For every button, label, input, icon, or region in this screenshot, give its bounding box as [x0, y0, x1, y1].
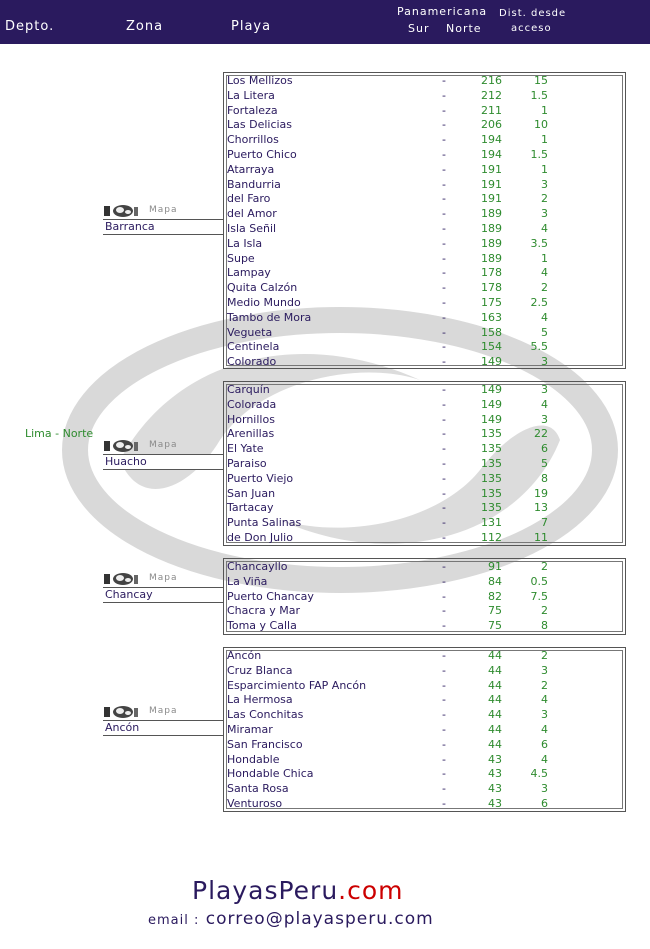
separator-dash: - — [442, 486, 446, 500]
separator-dash: - — [442, 355, 446, 369]
km-panamericana: 44 — [488, 663, 502, 677]
beach-row — [227, 487, 622, 502]
beach-name[interactable]: Venturoso — [227, 797, 283, 810]
access-distance: 4 — [541, 693, 548, 707]
km-panamericana: 44 — [488, 649, 502, 662]
separator-dash: - — [442, 251, 446, 265]
separator-dash: - — [442, 619, 446, 633]
separator-dash: - — [442, 797, 446, 810]
site-logo[interactable] — [192, 876, 404, 905]
separator-dash: - — [442, 649, 446, 662]
email-link[interactable]: correo@playasperu.com — [205, 909, 434, 929]
beach-name[interactable]: San Juan — [227, 486, 276, 500]
beach-row — [227, 442, 622, 457]
access-distance: 1 — [541, 133, 548, 147]
col-depto: Depto. — [5, 19, 55, 34]
beach-name[interactable]: La Viña — [227, 574, 268, 588]
access-distance: 15 — [534, 74, 548, 87]
km-panamericana: 135 — [481, 427, 502, 441]
logo-main: PlayasPeru — [192, 876, 339, 905]
beach-row — [227, 148, 622, 163]
km-panamericana: 211 — [481, 103, 502, 117]
separator-dash: - — [442, 723, 446, 736]
separator-dash: - — [442, 412, 446, 426]
km-panamericana: 216 — [481, 74, 502, 87]
col-dist: Dist. desde — [499, 8, 567, 19]
beach-list-ancon — [223, 647, 626, 812]
separator-dash: - — [442, 663, 446, 677]
access-distance: 2 — [541, 560, 548, 573]
separator-dash: - — [442, 708, 446, 722]
beach-row — [227, 619, 622, 634]
separator-dash: - — [442, 74, 446, 87]
beach-name[interactable]: Bandurria — [227, 177, 281, 191]
access-distance: 10 — [534, 118, 548, 132]
separator-dash: - — [442, 531, 446, 544]
access-distance: 2 — [541, 678, 548, 692]
separator-dash: - — [442, 162, 446, 176]
beach-row — [227, 281, 622, 296]
beach-row — [227, 649, 622, 664]
separator-dash: - — [442, 103, 446, 117]
beach-row — [227, 560, 622, 575]
beach-row — [227, 472, 622, 487]
km-panamericana: 191 — [481, 162, 502, 176]
km-panamericana: 44 — [488, 693, 502, 707]
km-panamericana: 189 — [481, 207, 502, 221]
km-panamericana: 82 — [488, 589, 502, 603]
separator-dash: - — [442, 693, 446, 707]
access-distance: 2 — [541, 649, 548, 662]
separator-dash: - — [442, 574, 446, 588]
separator-dash: - — [442, 589, 446, 603]
beach-name[interactable]: Cruz Blanca — [227, 663, 293, 677]
mapa-link[interactable]: Mapa — [149, 573, 178, 583]
beach-row — [227, 782, 622, 797]
beach-name[interactable]: Hornillos — [227, 412, 275, 426]
beach-row — [227, 427, 622, 442]
access-distance: 8 — [541, 619, 548, 633]
access-distance: 1 — [541, 162, 548, 176]
beach-name[interactable]: Toma y Calla — [227, 619, 297, 633]
km-panamericana: 158 — [481, 325, 502, 339]
km-panamericana: 44 — [488, 678, 502, 692]
beach-row — [227, 340, 622, 355]
col-sur: Sur — [408, 22, 430, 35]
beach-name[interactable]: La Litera — [227, 88, 275, 102]
access-distance: 19 — [534, 486, 548, 500]
km-panamericana: 189 — [481, 251, 502, 265]
beach-row — [227, 516, 622, 531]
separator-dash: - — [442, 88, 446, 102]
km-panamericana: 44 — [488, 723, 502, 736]
beach-name[interactable]: Chacra y Mar — [227, 604, 300, 618]
access-distance: 3 — [541, 355, 548, 369]
km-panamericana: 212 — [481, 88, 502, 102]
beach-name[interactable]: Atarraya — [227, 162, 275, 176]
access-distance: 0.5 — [530, 574, 548, 588]
separator-dash: - — [442, 501, 446, 515]
separator-dash: - — [442, 236, 446, 250]
access-distance: 1 — [541, 103, 548, 117]
separator-dash: - — [442, 516, 446, 530]
km-panamericana: 84 — [488, 574, 502, 588]
beach-name[interactable]: San Francisco — [227, 737, 303, 751]
beach-row — [227, 383, 622, 398]
access-distance: 5.5 — [530, 340, 548, 354]
col-playa: Playa — [231, 19, 272, 34]
beach-row — [227, 767, 622, 782]
access-distance: 11 — [534, 531, 548, 544]
beach-name[interactable]: Medio Mundo — [227, 296, 301, 309]
access-distance: 2 — [541, 604, 548, 618]
beach-name[interactable]: Santa Rosa — [227, 782, 289, 796]
separator-dash: - — [442, 266, 446, 280]
beach-row — [227, 797, 622, 812]
beach-row — [227, 355, 622, 370]
separator-dash: - — [442, 457, 446, 470]
email-label: email : — [148, 913, 200, 928]
access-distance: 1.5 — [530, 88, 548, 102]
separator-dash: - — [442, 560, 446, 573]
access-distance: 6 — [541, 442, 548, 456]
col-zona: Zona — [126, 19, 164, 34]
separator-dash: - — [442, 192, 446, 206]
separator-dash: - — [442, 296, 446, 309]
beach-row — [227, 163, 622, 178]
mapa-link[interactable]: Mapa — [149, 205, 178, 215]
beach-row — [227, 89, 622, 104]
beach-row — [227, 590, 622, 605]
separator-dash: - — [442, 442, 446, 456]
km-panamericana: 175 — [481, 296, 502, 309]
km-panamericana: 135 — [481, 442, 502, 456]
map-icon[interactable] — [103, 704, 139, 720]
km-panamericana: 191 — [481, 177, 502, 191]
separator-dash: - — [442, 222, 446, 235]
beach-row — [227, 604, 622, 619]
km-panamericana: 154 — [481, 340, 502, 354]
beach-row — [227, 237, 622, 252]
beach-row — [227, 207, 622, 222]
map-icon[interactable] — [103, 203, 139, 219]
beach-row — [227, 753, 622, 768]
beach-row — [227, 664, 622, 679]
beach-name[interactable]: Isla Señil — [227, 222, 277, 235]
beach-row — [227, 738, 622, 753]
km-panamericana: 91 — [488, 560, 502, 573]
logo-suffix: .com — [338, 876, 404, 905]
beach-name[interactable]: Tartacay — [227, 501, 274, 515]
beach-row — [227, 326, 622, 341]
zone-name[interactable]: Huacho — [103, 454, 224, 470]
km-panamericana: 189 — [481, 222, 502, 235]
separator-dash: - — [442, 177, 446, 191]
beach-name[interactable]: Los Mellizos — [227, 74, 293, 87]
km-panamericana: 149 — [481, 412, 502, 426]
beach-name[interactable]: Colorada — [227, 397, 277, 411]
access-distance: 1.5 — [530, 148, 548, 161]
zone-name[interactable]: Barranca — [103, 219, 224, 235]
access-distance: 3 — [541, 207, 548, 221]
access-distance: 5 — [541, 325, 548, 339]
beach-row — [227, 74, 622, 89]
access-distance: 6 — [541, 797, 548, 810]
access-distance: 4 — [541, 222, 548, 235]
access-distance: 3.5 — [530, 236, 548, 250]
access-distance: 3 — [541, 708, 548, 722]
separator-dash: - — [442, 310, 446, 324]
access-distance: 8 — [541, 471, 548, 485]
km-panamericana: 194 — [481, 148, 502, 161]
km-panamericana: 163 — [481, 310, 502, 324]
access-distance: 2 — [541, 192, 548, 206]
beach-row — [227, 708, 622, 723]
beach-name[interactable]: Esparcimiento FAP Ancón — [227, 678, 367, 692]
access-distance: 4 — [541, 397, 548, 411]
col-norte: Norte — [446, 22, 482, 35]
col-acceso: acceso — [511, 23, 552, 34]
beach-name[interactable]: Fortaleza — [227, 103, 278, 117]
access-distance: 3 — [541, 663, 548, 677]
beach-row — [227, 296, 622, 311]
beach-row — [227, 679, 622, 694]
beach-name[interactable]: de Don Julio — [227, 531, 293, 544]
separator-dash: - — [442, 281, 446, 295]
beach-row — [227, 118, 622, 133]
access-distance: 3 — [541, 782, 548, 796]
mapa-link[interactable]: Mapa — [149, 440, 178, 450]
separator-dash: - — [442, 207, 446, 221]
km-panamericana: 75 — [488, 619, 502, 633]
separator-dash: - — [442, 383, 446, 396]
separator-dash: - — [442, 397, 446, 411]
beach-name[interactable]: Ancón — [227, 649, 262, 662]
km-panamericana: 131 — [481, 516, 502, 530]
beach-name[interactable]: Hondable Chica — [227, 767, 314, 781]
beach-name[interactable]: Puerto Chico — [227, 148, 297, 161]
access-distance: 1 — [541, 251, 548, 265]
beach-row — [227, 413, 622, 428]
km-panamericana: 149 — [481, 383, 502, 396]
km-panamericana: 43 — [488, 767, 502, 781]
beach-row — [227, 501, 622, 516]
header-bar — [0, 0, 650, 44]
km-panamericana: 43 — [488, 797, 502, 810]
separator-dash: - — [442, 767, 446, 781]
beach-name[interactable]: Colorado — [227, 355, 277, 369]
km-panamericana: 135 — [481, 471, 502, 485]
separator-dash: - — [442, 427, 446, 441]
access-distance: 3 — [541, 383, 548, 396]
beach-list-barranca — [223, 72, 626, 369]
access-distance: 2.5 — [530, 296, 548, 309]
beach-row — [227, 457, 622, 472]
beach-name[interactable]: Puerto Viejo — [227, 471, 294, 485]
km-panamericana: 194 — [481, 133, 502, 147]
km-panamericana: 135 — [481, 501, 502, 515]
separator-dash: - — [442, 118, 446, 132]
km-panamericana: 149 — [481, 397, 502, 411]
access-distance: 3 — [541, 177, 548, 191]
col-panamericana: Panamericana — [397, 5, 488, 18]
map-icon[interactable] — [103, 438, 139, 454]
km-panamericana: 135 — [481, 486, 502, 500]
km-panamericana: 75 — [488, 604, 502, 618]
map-icon[interactable] — [103, 571, 139, 587]
beach-name[interactable]: Quita Calzón — [227, 281, 298, 295]
beach-name[interactable]: La Isla — [227, 236, 263, 250]
beach-name[interactable]: Carquín — [227, 383, 270, 396]
km-panamericana: 189 — [481, 236, 502, 250]
beach-row — [227, 178, 622, 193]
km-panamericana: 178 — [481, 266, 502, 280]
beach-name[interactable]: Centinela — [227, 340, 280, 354]
beach-name[interactable]: Hondable — [227, 752, 280, 766]
km-panamericana: 43 — [488, 782, 502, 796]
beach-row — [227, 104, 622, 119]
mapa-link[interactable]: Mapa — [149, 706, 178, 716]
beach-row — [227, 531, 622, 546]
beach-row — [227, 266, 622, 281]
separator-dash: - — [442, 782, 446, 796]
beach-name[interactable]: Chorrillos — [227, 133, 279, 147]
access-distance: 4.5 — [530, 767, 548, 781]
access-distance: 4 — [541, 752, 548, 766]
beach-name[interactable]: del Amor — [227, 207, 277, 221]
beach-row — [227, 311, 622, 326]
separator-dash: - — [442, 133, 446, 147]
separator-dash: - — [442, 604, 446, 618]
beach-name[interactable]: Punta Salinas — [227, 516, 302, 530]
department-label: Lima - Norte — [25, 427, 94, 440]
km-panamericana: 149 — [481, 355, 502, 369]
access-distance: 3 — [541, 412, 548, 426]
beach-name[interactable]: Miramar — [227, 723, 273, 736]
beach-name[interactable]: Supe — [227, 251, 255, 265]
footer-email — [148, 909, 434, 929]
separator-dash: - — [442, 148, 446, 161]
separator-dash: - — [442, 678, 446, 692]
separator-dash: - — [442, 340, 446, 354]
separator-dash: - — [442, 471, 446, 485]
beach-row — [227, 723, 622, 738]
separator-dash: - — [442, 325, 446, 339]
beach-row — [227, 192, 622, 207]
access-distance: 7 — [541, 516, 548, 530]
access-distance: 7.5 — [530, 589, 548, 603]
km-panamericana: 206 — [481, 118, 502, 132]
km-panamericana: 178 — [481, 281, 502, 295]
access-distance: 4 — [541, 723, 548, 736]
beach-name[interactable]: Chancayllo — [227, 560, 288, 573]
zone-name[interactable]: Chancay — [103, 587, 224, 603]
beach-name[interactable]: El Yate — [227, 442, 264, 456]
access-distance: 2 — [541, 281, 548, 295]
separator-dash: - — [442, 737, 446, 751]
access-distance: 22 — [534, 427, 548, 441]
beach-name[interactable]: Vegueta — [227, 325, 273, 339]
beach-row — [227, 222, 622, 237]
km-panamericana: 44 — [488, 737, 502, 751]
separator-dash: - — [442, 752, 446, 766]
beach-name[interactable]: Lampay — [227, 266, 271, 280]
beach-name[interactable]: Tambo de Mora — [227, 310, 312, 324]
beach-list-chancay — [223, 558, 626, 635]
beach-name[interactable]: Las Delicias — [227, 118, 293, 132]
km-panamericana: 112 — [481, 531, 502, 544]
access-distance: 6 — [541, 737, 548, 751]
km-panamericana: 43 — [488, 752, 502, 766]
beach-name[interactable]: Las Conchitas — [227, 708, 304, 722]
beach-row — [227, 575, 622, 590]
beach-name[interactable]: Paraiso — [227, 457, 267, 470]
beach-row — [227, 398, 622, 413]
beach-name[interactable]: del Faro — [227, 192, 271, 206]
beach-list-huacho — [223, 381, 626, 546]
beach-row — [227, 693, 622, 708]
access-distance: 5 — [541, 457, 548, 470]
beach-name[interactable]: Arenillas — [227, 427, 275, 441]
km-panamericana: 191 — [481, 192, 502, 206]
access-distance: 4 — [541, 266, 548, 280]
beach-name[interactable]: La Hermosa — [227, 693, 293, 707]
km-panamericana: 44 — [488, 708, 502, 722]
zone-name[interactable]: Ancón — [103, 720, 224, 736]
beach-row — [227, 133, 622, 148]
beach-row — [227, 252, 622, 267]
access-distance: 13 — [534, 501, 548, 515]
km-panamericana: 135 — [481, 457, 502, 470]
access-distance: 4 — [541, 310, 548, 324]
beach-name[interactable]: Puerto Chancay — [227, 589, 314, 603]
